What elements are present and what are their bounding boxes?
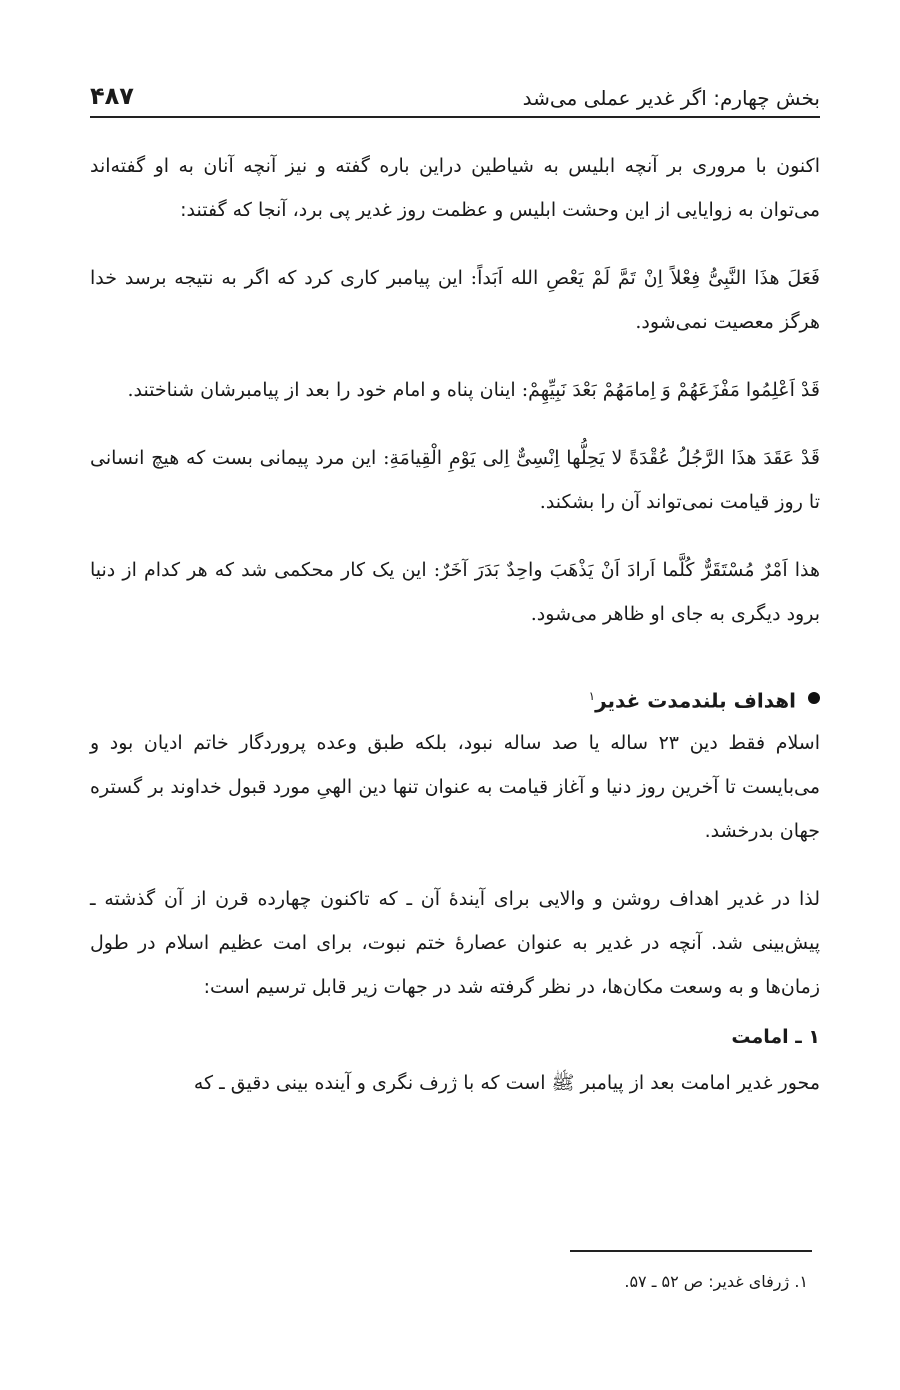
paragraph-quote-2: قَدْ اَعْلِمُوا مَفْزَعَهُمْ وَ اِمامَهُمْ بَعْدَ نَبِیِّهِمْ: اینان پناه و امام خود را بعد از پیامبرشان شناختند. (127, 379, 820, 401)
footnote-marker: ۱ (588, 689, 596, 703)
paragraph-quote-1: فَعَلَ هذَا النَّبِیُّ فِعْلاً اِنْ تَمَّ لَمْ یَعْصِ الله اَبَداً: این پیامبر کاری کرد که اگر به نتیجه برسد خدا هرگز معصیت نمی‌شود. (90, 267, 820, 333)
paragraph-quote-3: قَدْ عَقَدَ هذَا الرَّجُلُ عُقْدَةً لا یَحِلُّها اِنْسِیٌّ اِلی یَوْمِ الْقِیامَةِ: این مرد پیمانی بست که هیچ انسانی تا روز قیامت نمی‌تواند آن را بشکند. (90, 447, 820, 513)
bullet-icon (808, 692, 820, 704)
page-body (90, 144, 820, 1105)
section-paragraph-1: اسلام فقط دین ۲۳ ساله یا صد ساله نبود، بلکه طبق وعده پروردگار خاتم ادیان بود و می‌بایست تا آخرین روز دنیا و آغاز قیامت به عنوان تنها دین الهیِ مورد قبول خداوند بر گستره جهان بدرخشد. (90, 731, 820, 842)
running-title: بخش چهارم: اگر غدیر عملی می‌شد (522, 86, 820, 110)
subsection-heading: ۱ ـ امامت (731, 1025, 820, 1048)
section-paragraph-2: لذا در غدیر اهداف روشن و والایی برای آیندهٔ آن ـ که تاکنون چهارده قرن از آن گذشته ـ پیش‌بینی شد. آنچه در غدیر به عنوان عصارهٔ ختم نبوت، برای امت عظیم اسلام در طول زمان‌ها و به وسعت مکان‌ها، در نظر گرفته شد در جهات زیر قابل ترسیم است: (90, 887, 820, 998)
footnote-divider (570, 1250, 812, 1252)
page-header (90, 60, 820, 118)
section-heading (90, 676, 820, 721)
footnote: ۱. ژرفای غدیر: ص ۵۲ ـ ۵۷. (624, 1272, 808, 1291)
subsection-paragraph: محور غدیر امامت بعد از پیامبر ﷺ است که با ژرف نگری و آینده بینی دقیق ـ که (193, 1071, 820, 1094)
paragraph-intro: اکنون با مروری بر آنچه ابلیس به شیاطین دراین باره گفته و نیز آنچه آنان به او گفته‌اند می‌توان به زوایایی از این وحشت ابلیس و عظمت روز غدیر پی برد، آنجا که گفتند: (90, 155, 820, 221)
page-number: ۴۸۷ (90, 82, 134, 110)
book-page (90, 60, 820, 1105)
section-heading-text: اهداف بلندمدت غدیر$^۱$ (588, 688, 796, 713)
paragraph-quote-4: هذا اَمْرٌ مُسْتَقَرٌّ کُلَّما اَرادَ اَنْ یَذْهَبَ واحِدٌ بَدَرَ آخَرٌ: این یک کار محکمی شد که هر کدام از دنیا برود دیگری به جای او ظاهر می‌شود. (90, 559, 820, 625)
